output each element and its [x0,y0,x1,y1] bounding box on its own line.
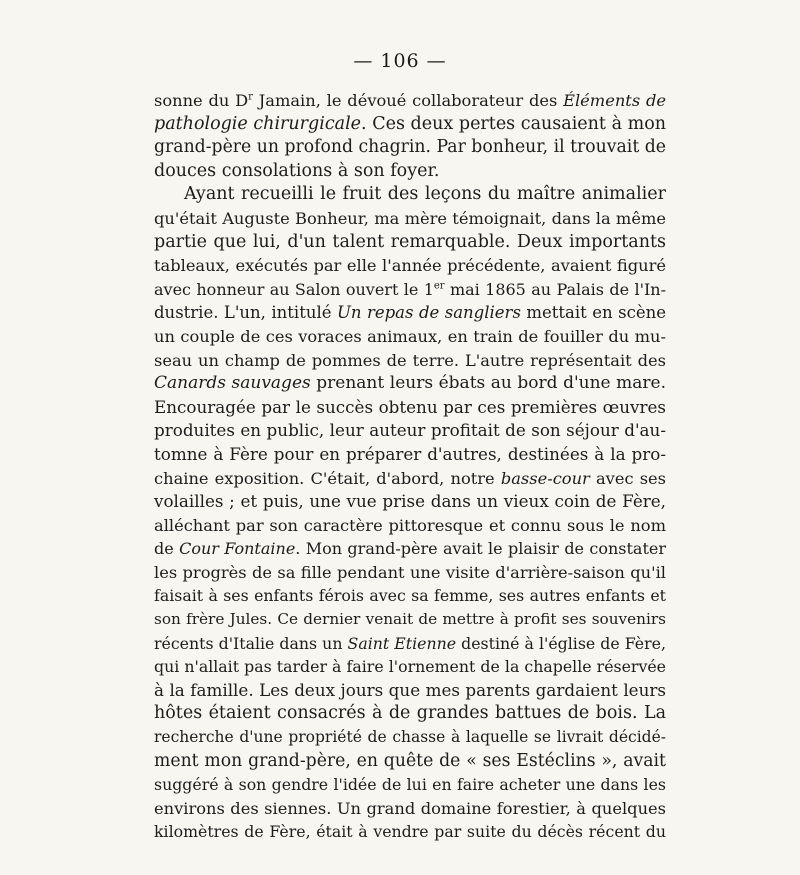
text-line [154,301,666,325]
text-run: de [154,539,180,559]
text-line: faisait à ses enfants férois avec sa femme, ses autres enfants et [154,586,666,606]
text-run: dustrie. L'un, intitulé [154,303,337,323]
text-line: suggéré à son gendre l'idée de lui en faire acheter une dans les [154,775,666,795]
text-line [154,113,666,137]
text-run: chaine exposition. C'était, d'abord, notre [154,468,501,488]
text-line: recherche d'une propriété de chasse à laquelle se livrait décidé- [154,728,666,747]
text-line: kilomètres de Fère, était à vendre par suite du décès récent du [154,822,666,842]
text-line: alléchant par son caractère pittoresque et connu sous le nom [154,515,666,535]
text-line: partie que lui, d'un talent remarquable. Deux importants [154,231,666,252]
text-line: un couple de ces voraces animaux, en train de fouiller du mu- [154,326,666,346]
text-line [154,632,666,656]
italic-title: basse-cour [500,468,590,488]
text-line [154,278,666,302]
text-line [154,89,666,113]
text-run: mai 1865 au Palais de l'In- [444,279,666,299]
text-line: produites en public, leur auteur profitait de son séjour d'au- [154,420,666,441]
text-line: Encouragée par le succès obtenu par ces premières œuvres [154,396,666,417]
text-line: hôtes étaient consacrés à de grandes battues de bois. La [154,703,666,724]
text-run: avec honneur au Salon ouvert le 1 [154,279,434,299]
text-line [154,537,666,561]
text-run: sonne du D [154,91,249,110]
italic-title: Canards sauvages [154,373,311,394]
superscript: er [433,280,445,292]
text-line: ment mon grand-père, en quête de « ses Estéclins », avait [154,750,666,771]
body-text [154,89,666,844]
text-run: prenant leurs ébats au bord d'une mare. [310,373,667,394]
superscript: r [248,91,253,103]
italic-title: pathologie chirurgicale [154,113,362,134]
page-number: — 106 — [353,50,447,72]
text-line: qui n'allait pas tarder à faire l'ornement de la chapelle réservée [154,657,666,677]
text-line: Ayant recueilli le fruit des leçons du maître animalier [184,184,666,205]
text-line: volailles ; et puis, une vue prise dans un vieux coin de Fère, [154,491,666,512]
text-line: les progrès de sa fille pendant une visite d'arrière-saison qu'il [154,562,666,582]
text-line: environs des siennes. Un grand domaine forestier, à quelques [154,798,666,818]
text-run: . Ces deux pertes causaient à mon [361,113,667,134]
italic-title: Cour Fontaine [179,539,296,559]
italic-title: Éléments de [563,91,666,110]
text-line: à la famille. Les deux jours que mes parents gardaient leurs [154,679,666,700]
text-line: grand-père un profond chagrin. Par bonheur, il trouvait de [154,137,666,158]
italic-title: Saint Etienne [347,633,457,653]
text-line [154,372,666,396]
text-run: mettait en scène [520,303,666,323]
italic-title: Un repas de sangliers [336,303,521,323]
text-line: son frère Jules. Ce dernier venait de mettre à profit ses souvenirs [154,610,666,629]
text-run: . Mon grand-père avait le plaisir de constater [295,539,667,559]
text-line [154,467,666,491]
text-line: tomne à Fère pour en préparer d'autres, destinées à la pro- [154,443,666,464]
text-line: qu'était Auguste Bonheur, ma mère témoignait, dans la même [154,208,666,228]
text-run: Jamain, le dévoué collaborateur des [252,91,564,110]
text-run: destiné à l'église de Fère, [456,633,666,653]
text-run: récents d'Italie dans un [154,633,348,653]
text-run: avec ses [589,468,666,488]
text-line: tableaux, exécutés par elle l'année précédente, avaient figuré [154,256,666,276]
text-line: seau un champ de pommes de terre. L'autre représentait des [154,350,666,370]
text-line: douces consolations à son foyer. [154,160,440,181]
